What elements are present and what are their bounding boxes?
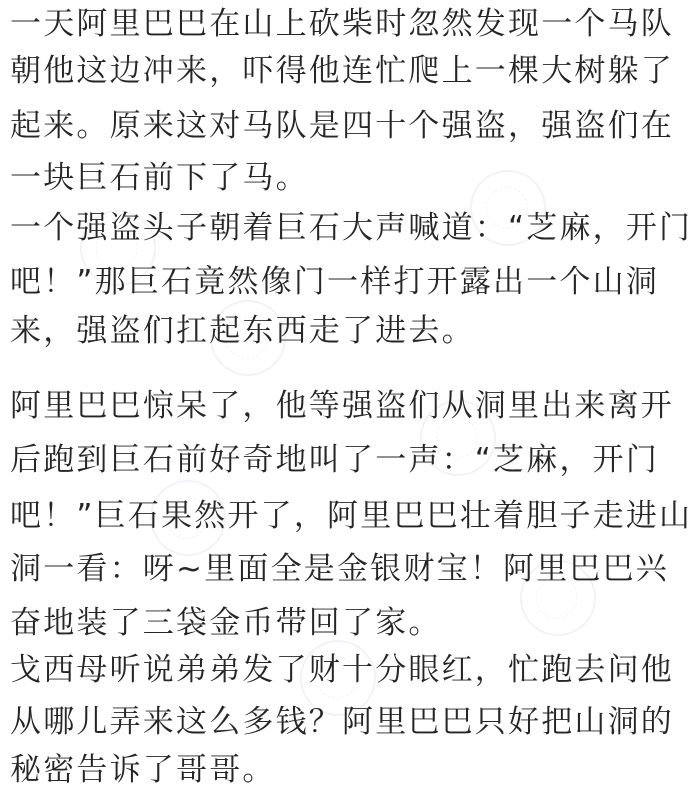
text-line-2: 朝他这边冲来，吓得他连忙爬上一棵大树躲了 bbox=[10, 53, 674, 89]
text-line-7: 来，强盗们扛起东西走了进去。 bbox=[10, 313, 475, 349]
text-line-13: 戈西母听说弟弟发了财十分眼红，忙跑去问他 bbox=[10, 652, 674, 688]
text-line-9: 后跑到巨石前好奇地叫了一声：“芝麻，开门 bbox=[10, 442, 660, 478]
text-line-3: 起来。原来这对马队是四十个强盗，强盗们在 bbox=[10, 108, 674, 144]
text-line-4: 一块巨石前下了马。 bbox=[10, 160, 309, 196]
text-line-5: 一个强盗头子朝着巨石大声喊道：“芝麻，开门 bbox=[10, 210, 692, 246]
text-line-12: 奋地装了三袋金币带回了家。 bbox=[10, 605, 442, 641]
text-line-1: 一天阿里巴巴在山上砍柴时忽然发现一个马队 bbox=[10, 6, 674, 42]
text-line-14: 从哪儿弄来这么多钱？阿里巴巴只好把山洞的 bbox=[10, 704, 674, 740]
text-line-15: 秘密告诉了哥哥。 bbox=[10, 752, 276, 788]
text-line-8: 阿里巴巴惊呆了，他等强盗们从洞里出来离开 bbox=[10, 388, 674, 424]
text-line-10: 吧！”巨石果然开了，阿里巴巴壮着胆子走进山 bbox=[10, 498, 692, 534]
text-line-6: 吧！”那巨石竟然像门一样打开露出一个山洞 bbox=[10, 264, 660, 300]
text-line-11: 洞一看：呀~里面全是金银财宝！阿里巴巴兴 bbox=[10, 551, 669, 587]
